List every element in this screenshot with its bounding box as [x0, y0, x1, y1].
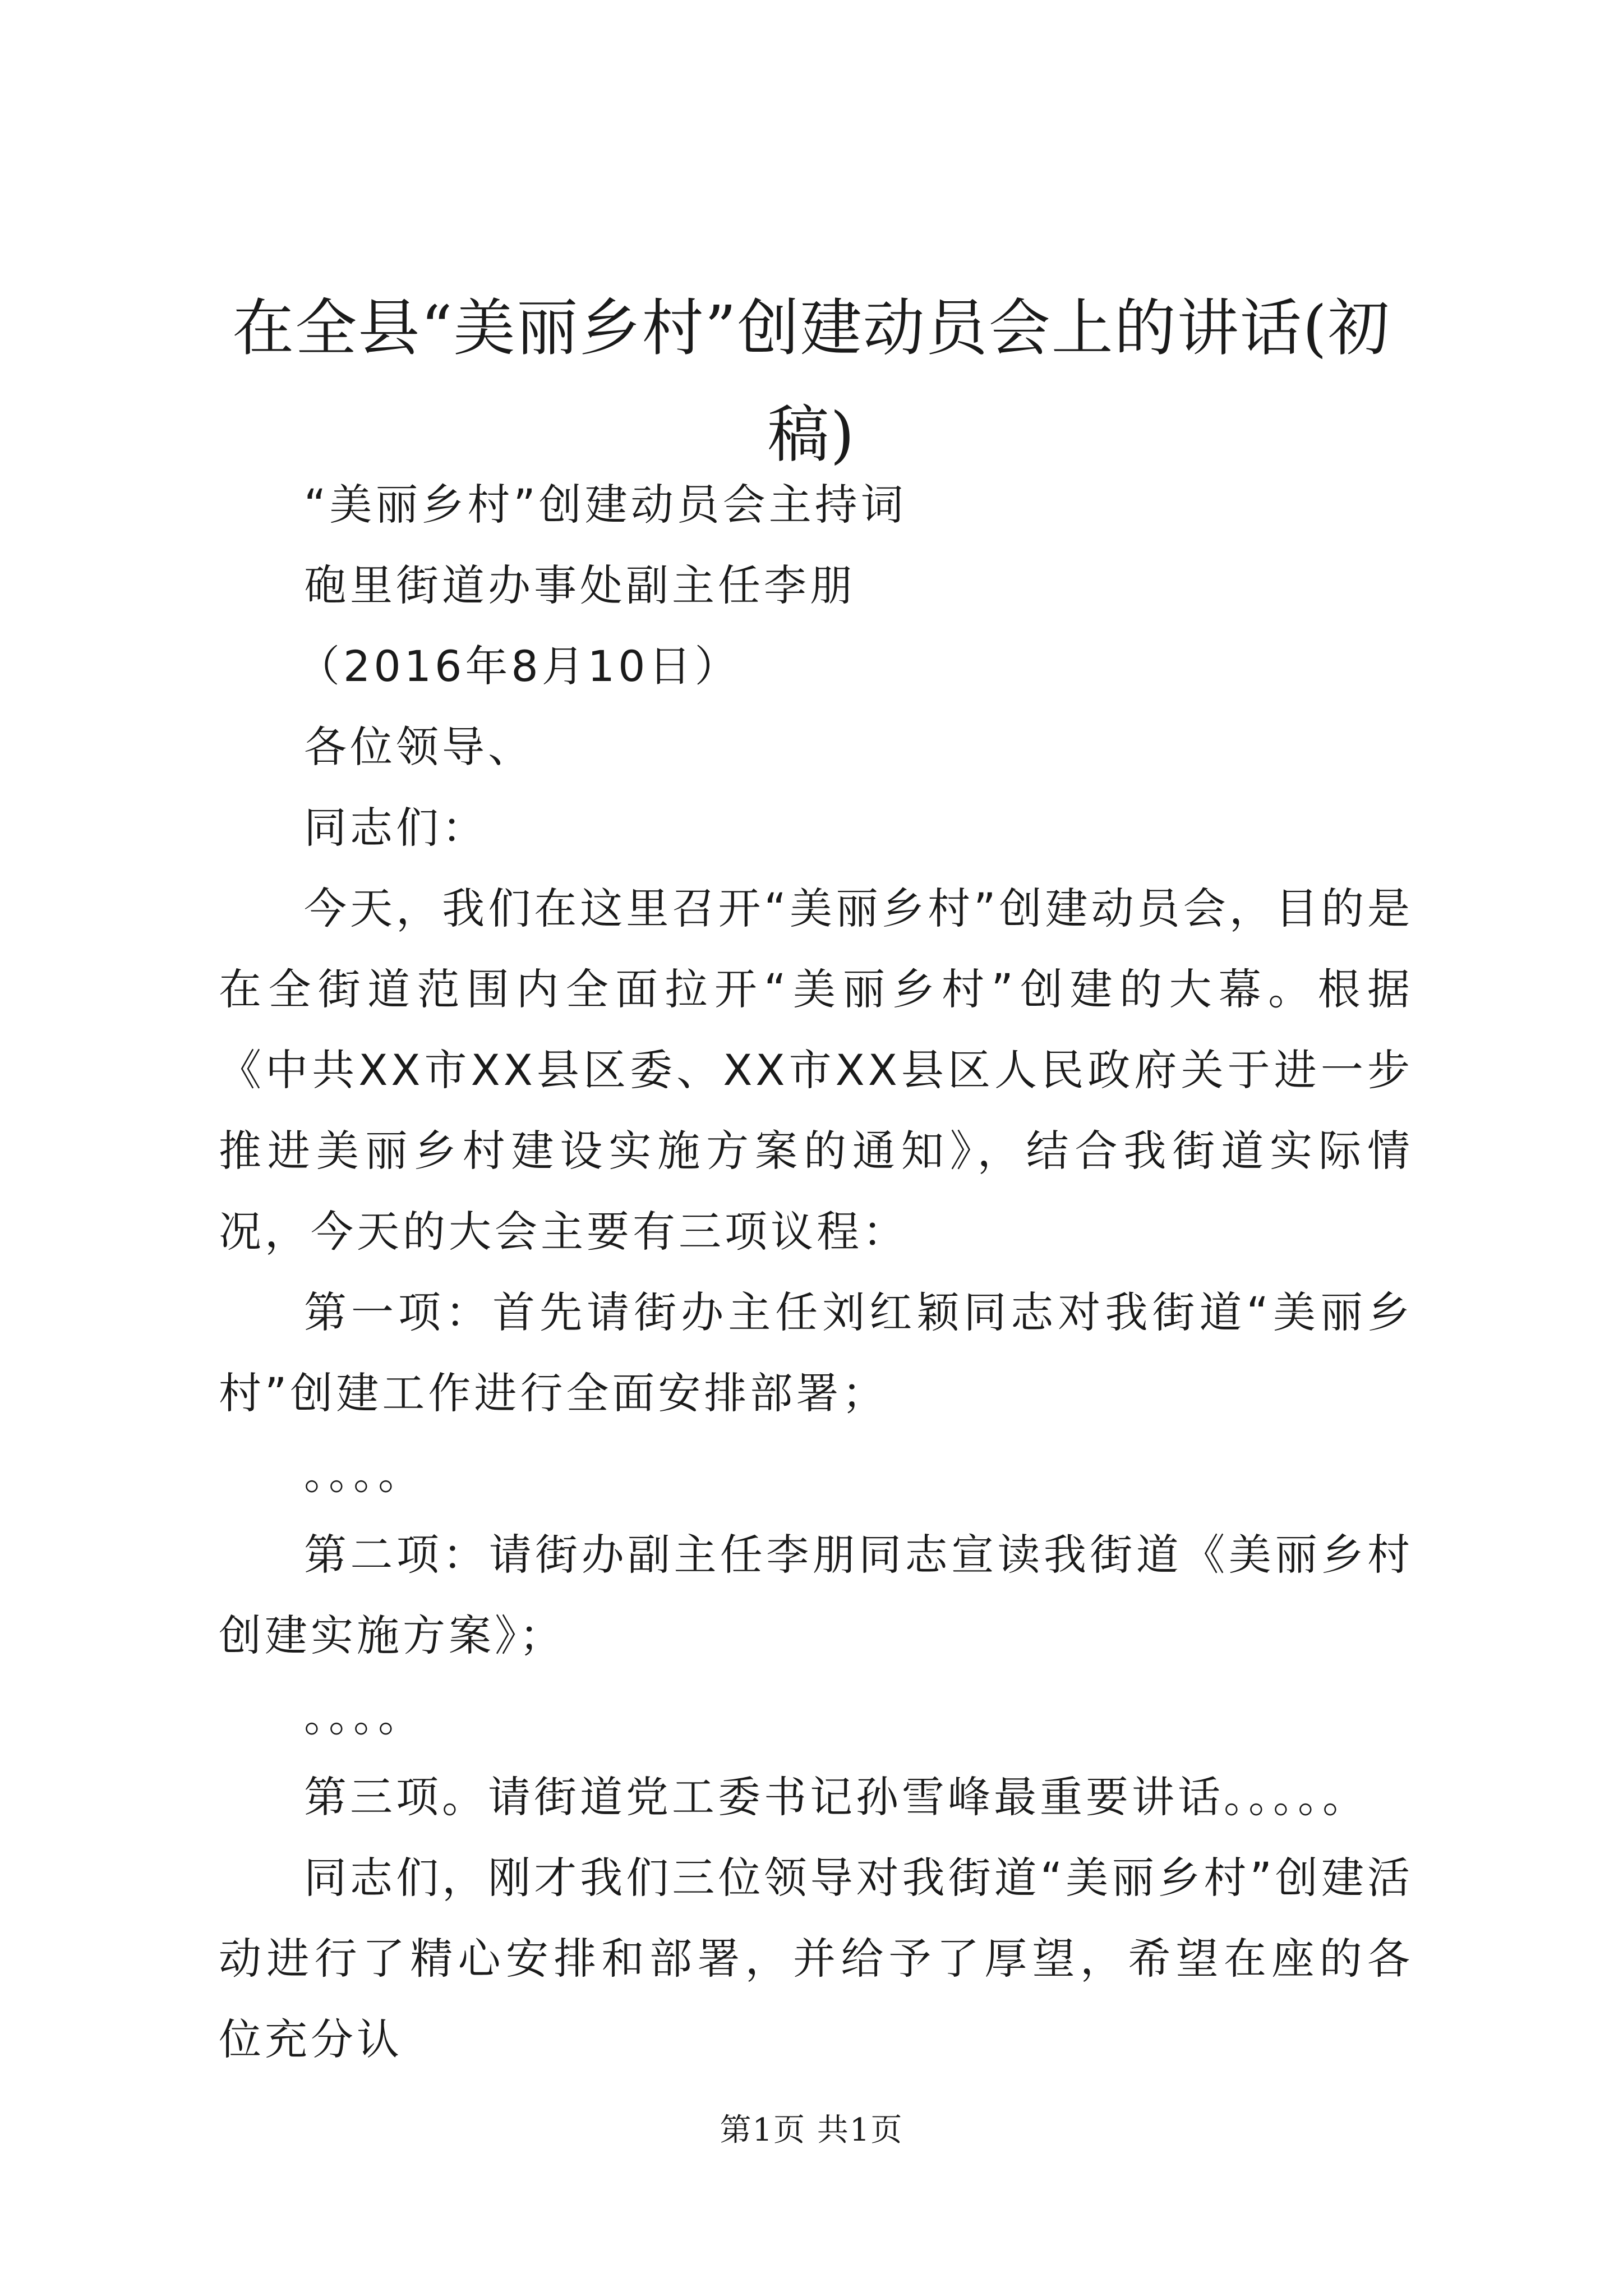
paragraph-subtitle: “美丽乡村”创建动员会主持词	[304, 480, 907, 530]
document-title: 在全县“美丽乡村”创建动员会上的讲话(初稿)	[232, 292, 1391, 471]
paragraph-item-3: 第三项。请街道党工委书记孙雪峰最重要讲话。。。。。	[304, 1772, 1368, 1822]
paragraph-speaker: 砲里街道办事处副主任李朋	[304, 560, 856, 610]
paragraph-salutation-1: 各位领导、	[304, 722, 534, 772]
paragraph-ellipsis-1: 。。。。	[304, 1449, 424, 1499]
paragraph-salutation-2: 同志们：	[304, 803, 488, 853]
paragraph-item-2: 第二项：请街办副主任李朋同志宣读我街道《美丽乡村创建实施方案》；	[219, 1530, 1413, 1660]
paragraph-date: （2016年8月10日）	[297, 641, 741, 691]
paragraph-closing: 同志们，刚才我们三位领导对我街道“美丽乡村”创建活动进行了精心安排和部署，并给予了厚望，希望在座的各位充分认	[219, 1853, 1413, 2064]
document-body	[219, 464, 1413, 2080]
paragraph-intro: 今天，我们在这里召开“美丽乡村”创建动员会，目的是在全街道范围内全面拉开“美丽乡村”创建的大幕。根据《中共XX市XX县区委、XX市XX县区人民政府关于进一步推进美丽乡村建设实施方案的通知》，结合我街道实际情况，今天的大会主要有三项议程：	[219, 884, 1413, 1257]
paragraph-ellipsis-2: 。。。。	[304, 1691, 424, 1741]
page-footer: 第1页 共1页	[720, 2112, 903, 2148]
paragraph-item-1: 第一项：首先请街办主任刘红颖同志对我街道“美丽乡村”创建工作进行全面安排部署；	[219, 1287, 1413, 1418]
